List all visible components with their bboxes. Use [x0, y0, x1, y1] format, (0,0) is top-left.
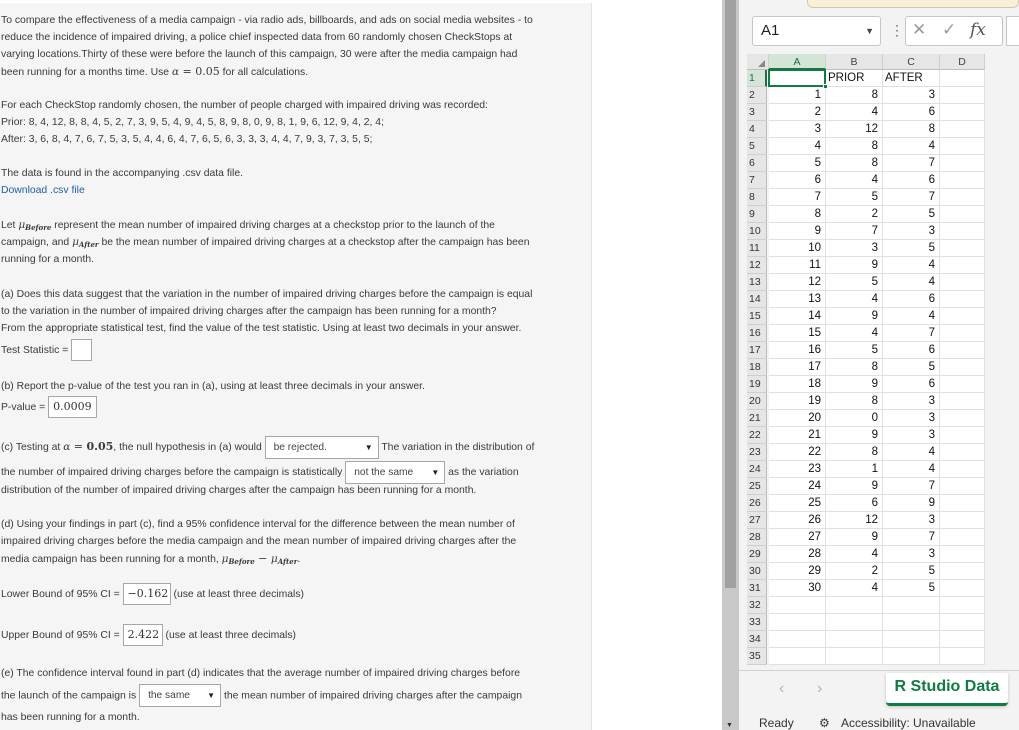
cell-b14[interactable]: 4	[826, 291, 883, 308]
cell-b2[interactable]: 8	[826, 87, 883, 104]
cell-b3[interactable]: 4	[826, 104, 883, 121]
data-paragraph	[1, 97, 586, 148]
scroll-down-arrow-icon[interactable]: ▼	[726, 722, 733, 729]
cell-a12[interactable]: 11	[769, 257, 826, 274]
cell-a35[interactable]	[769, 648, 826, 665]
cell-c23[interactable]: 4	[883, 444, 940, 461]
formula-bar-options-icon[interactable]: ⋮	[890, 22, 904, 38]
status-bar	[739, 712, 1019, 730]
cell-b16[interactable]: 4	[826, 325, 883, 342]
row-header-24[interactable]: 24	[747, 461, 767, 478]
spreadsheet-window	[739, 0, 1019, 730]
chevron-down-icon: ▼	[431, 467, 440, 477]
cell-c29[interactable]: 3	[883, 546, 940, 563]
upper-bound-note: (use at least three decimals)	[165, 629, 297, 641]
part-c-line	[1, 434, 586, 460]
cell-b13[interactable]: 5	[826, 274, 883, 291]
cell-a7[interactable]: 6	[769, 172, 826, 189]
cell-c16[interactable]: 7	[883, 325, 940, 342]
cell-a14[interactable]: 13	[769, 291, 826, 308]
mu-symbol: μ	[18, 219, 26, 231]
variation-comparison-value: not the same	[354, 466, 414, 478]
cell-a24[interactable]: 23	[769, 461, 826, 478]
cell-d14[interactable]	[940, 291, 985, 308]
vertical-scrollbar[interactable]	[722, 0, 739, 730]
cell-b7[interactable]: 4	[826, 172, 883, 189]
sheet-tab-bar	[739, 670, 1019, 710]
row-header-18[interactable]: 18	[747, 359, 767, 376]
test-statistic-input[interactable]	[71, 339, 92, 361]
row-header-9[interactable]: 9	[747, 206, 767, 223]
cell-a13[interactable]: 12	[769, 274, 826, 291]
cell-a25[interactable]: 24	[769, 478, 826, 495]
row-header-13[interactable]: 13	[747, 274, 767, 291]
cell-a3[interactable]: 2	[769, 104, 826, 121]
pvalue-input[interactable]: 0.0009	[48, 396, 97, 418]
part-a-line: (a) Does this data suggest that the variation in the number of impaired driving charges before the campaign is equal	[1, 289, 533, 300]
row-header-7[interactable]: 7	[747, 172, 767, 189]
row-header-6[interactable]: 6	[747, 155, 767, 172]
part-e-text: the mean number of impaired driving charges after the campaign	[223, 690, 522, 702]
cell-a21[interactable]: 20	[769, 410, 826, 427]
cell-a18[interactable]: 17	[769, 359, 826, 376]
definition-text: represent the mean number of impaired driving charges at a checkstop prior to the launch of the	[51, 220, 495, 231]
cell-b34[interactable]	[826, 631, 883, 648]
cell-d20[interactable]	[940, 393, 985, 410]
row-header-23[interactable]: 23	[747, 444, 767, 461]
row-header-1[interactable]: 1	[747, 70, 767, 87]
cell-a26[interactable]: 25	[769, 495, 826, 512]
cell-d27[interactable]	[940, 512, 985, 529]
cell-c25[interactable]: 7	[883, 478, 940, 495]
cell-c24[interactable]: 4	[883, 461, 940, 478]
row-header-12[interactable]: 12	[747, 257, 767, 274]
row-header-19[interactable]: 19	[747, 376, 767, 393]
cell-d9[interactable]	[940, 206, 985, 223]
cell-b8[interactable]: 5	[826, 189, 883, 206]
pvalue-row	[1, 396, 586, 419]
part-c-text: (c) Testing at	[1, 442, 64, 453]
prior-data-line: Prior: 8, 4, 12, 8, 8, 4, 5, 2, 7, 3, 9, 5, 4, 9, 4, 5, 8, 9, 8, 0, 9, 8, 1, 9, 6, 12, 9, 4, 2, 4;	[1, 117, 384, 128]
row-header-30[interactable]: 30	[747, 563, 767, 580]
lower-bound-input[interactable]: −0.162	[123, 583, 171, 605]
cell-c13[interactable]: 4	[883, 274, 940, 291]
name-box[interactable]	[752, 16, 881, 46]
status-ready: Ready	[759, 716, 794, 730]
row-header-4[interactable]: 4	[747, 121, 767, 138]
cell-c17[interactable]: 6	[883, 342, 940, 359]
cell-d30[interactable]	[940, 563, 985, 580]
intro-line	[1, 63, 586, 81]
equals-sign: =	[70, 440, 87, 453]
definitions-paragraph	[1, 217, 586, 268]
data-heading: For each CheckStop randomly chosen, the number of people charged with impaired driving was recorded:	[1, 100, 488, 111]
ci-conclusion-value: the same	[148, 690, 190, 701]
next-sheet-icon[interactable]: ›	[817, 680, 823, 697]
intro-line: reduce the incidence of impaired driving, a police chief inspected data from 60 randomly chosen CheckStops at	[1, 32, 513, 43]
reject-decision-value: be rejected.	[273, 441, 327, 453]
lower-bound-label: Lower Bound of 95% CI =	[1, 588, 123, 600]
cell-a34[interactable]	[769, 631, 826, 648]
cell-b28[interactable]: 9	[826, 529, 883, 546]
cell-d4[interactable]	[940, 121, 985, 138]
problem-panel	[0, 3, 592, 730]
part-e	[1, 663, 586, 728]
cell-d17[interactable]	[940, 342, 985, 359]
cell-c2[interactable]: 3	[883, 87, 940, 104]
cell-b27[interactable]: 12	[826, 512, 883, 529]
mu-symbol: μ	[221, 553, 229, 565]
cell-d25[interactable]	[940, 478, 985, 495]
cell-a4[interactable]: 3	[769, 121, 826, 138]
row-header-5[interactable]: 5	[747, 138, 767, 155]
ci-conclusion-select[interactable]	[139, 684, 221, 707]
cell-d24[interactable]	[940, 461, 985, 478]
reject-decision-select[interactable]	[265, 436, 379, 459]
part-d	[1, 516, 586, 568]
cell-d6[interactable]	[940, 155, 985, 172]
subscript-before: Before	[228, 557, 255, 566]
cell-b24[interactable]: 1	[826, 461, 883, 478]
part-c-line: distribution of the number of impaired driving charges after the campaign has been running for a month.	[1, 485, 477, 496]
row-header-32[interactable]: 32	[747, 597, 767, 614]
pvalue-label: P-value =	[1, 401, 49, 413]
definition-line: running for a month.	[1, 254, 94, 265]
upper-bound-label: Upper Bound of 95% CI =	[1, 629, 123, 641]
part-d-text: media campaign has been running for a month,	[1, 554, 222, 565]
file-paragraph	[1, 165, 586, 199]
cell-d13[interactable]	[940, 274, 985, 291]
row-header-31[interactable]: 31	[747, 580, 767, 597]
cell-c6[interactable]: 7	[883, 155, 940, 172]
cell-b19[interactable]: 9	[826, 376, 883, 393]
definition-text: Let	[1, 220, 19, 231]
part-c-text: as the variation	[448, 467, 519, 478]
part-e-line: has been running for a month.	[1, 712, 140, 723]
cell-c27[interactable]: 3	[883, 512, 940, 529]
after-data-line: After: 3, 6, 8, 4, 7, 6, 7, 5, 3, 5, 4, 4, 6, 4, 7, 6, 5, 6, 3, 3, 3, 4, 4, 7, 9, 3, 7, 3, 5, 5;	[1, 134, 373, 145]
cell-a17[interactable]: 16	[769, 342, 826, 359]
cell-d1[interactable]	[940, 70, 985, 87]
cell-d10[interactable]	[940, 223, 985, 240]
cell-b29[interactable]: 4	[826, 546, 883, 563]
row-header-15[interactable]: 15	[747, 308, 767, 325]
cell-a20[interactable]: 19	[769, 393, 826, 410]
cell-b11[interactable]: 3	[826, 240, 883, 257]
cell-c11[interactable]: 5	[883, 240, 940, 257]
cell-d35[interactable]	[940, 648, 985, 665]
cell-d26[interactable]	[940, 495, 985, 512]
lower-bound-row	[1, 583, 586, 606]
alpha-symbol: α	[171, 66, 180, 78]
cell-d3[interactable]	[940, 104, 985, 121]
cell-d28[interactable]	[940, 529, 985, 546]
subscript-after: After	[277, 557, 298, 566]
mu-symbol: μ	[72, 236, 79, 248]
test-statistic-row	[1, 339, 586, 362]
cell-c20[interactable]: 3	[883, 393, 940, 410]
cell-b33[interactable]	[826, 614, 883, 631]
part-c-end	[1, 482, 586, 499]
row-header-10[interactable]: 10	[747, 223, 767, 240]
fill-handle[interactable]	[823, 84, 828, 89]
cell-a2[interactable]: 1	[769, 87, 826, 104]
cell-d34[interactable]	[940, 631, 985, 648]
cell-b6[interactable]: 8	[826, 155, 883, 172]
cell-c12[interactable]: 4	[883, 257, 940, 274]
download-csv-link[interactable]: Download .csv file	[1, 185, 85, 196]
cell-b12[interactable]: 9	[826, 257, 883, 274]
cell-b15[interactable]: 9	[826, 308, 883, 325]
definition-line	[1, 217, 586, 234]
row-header-14[interactable]: 14	[747, 291, 767, 308]
cell-d33[interactable]	[940, 614, 985, 631]
part-c-text: , the null hypothesis in (a) would	[113, 442, 262, 453]
period: .	[297, 554, 301, 565]
cancel-icon[interactable]: ✕	[912, 20, 927, 39]
chevron-down-icon: ▼	[364, 442, 373, 452]
subscript-before: Before	[25, 223, 52, 232]
mu-symbol: μ	[270, 553, 278, 565]
file-note: The data is found in the accompanying .csv data file.	[1, 168, 244, 179]
cell-c3[interactable]: 6	[883, 104, 940, 121]
row-header-21[interactable]: 21	[747, 410, 767, 427]
part-b-line: (b) Report the p-value of the test you ran in (a), using at least three decimals in your answer.	[1, 381, 425, 392]
part-a	[1, 286, 586, 337]
formula-input[interactable]	[1006, 16, 1019, 46]
alpha-value: 0.05	[195, 65, 220, 78]
definition-text: be the mean number of impaired driving charges at a checkstop after the campaign has been	[98, 237, 530, 248]
column-header-d[interactable]: D	[940, 54, 985, 70]
part-a-line: From the appropriate statistical test, find the value of the test statistic. Using at least two decimals in your answer.	[1, 323, 522, 334]
definition-text: campaign, and	[1, 237, 73, 248]
chevron-down-icon: ▼	[207, 691, 216, 700]
minus-sign: −	[254, 552, 271, 565]
cell-b5[interactable]: 8	[826, 138, 883, 155]
lower-bound-note: (use at least three decimals)	[173, 588, 305, 600]
part-c-text: The variation in the distribution of	[381, 442, 535, 453]
cell-c7[interactable]: 6	[883, 172, 940, 189]
intro-paragraph	[1, 12, 586, 81]
cell-c32[interactable]	[883, 597, 940, 614]
cell-b26[interactable]: 6	[826, 495, 883, 512]
cell-d5[interactable]	[940, 138, 985, 155]
upper-bound-row	[1, 624, 586, 647]
status-accessibility: Accessibility: Unavailable	[841, 716, 976, 730]
part-c	[1, 434, 586, 485]
cell-d7[interactable]	[940, 172, 985, 189]
row-header-20[interactable]: 20	[747, 393, 767, 410]
part-d-line: (d) Using your findings in part (c), find a 95% confidence interval for the difference between the mean number of	[1, 519, 515, 530]
cell-d23[interactable]	[940, 444, 985, 461]
cell-a10[interactable]: 9	[769, 223, 826, 240]
row-header-27[interactable]: 27	[747, 512, 767, 529]
row-header-8[interactable]: 8	[747, 189, 767, 206]
cell-c19[interactable]: 6	[883, 376, 940, 393]
cell-c21[interactable]: 3	[883, 410, 940, 427]
cell-d31[interactable]	[940, 580, 985, 597]
cell-a6[interactable]: 5	[769, 155, 826, 172]
scrollbar-thumb[interactable]	[725, 0, 736, 588]
cell-c33[interactable]	[883, 614, 940, 631]
row-header-28[interactable]: 28	[747, 529, 767, 546]
intro-text: for all calculations.	[219, 67, 309, 78]
cell-c31[interactable]: 5	[883, 580, 940, 597]
cell-b30[interactable]: 2	[826, 563, 883, 580]
row-header-17[interactable]: 17	[747, 342, 767, 359]
cell-a5[interactable]: 4	[769, 138, 826, 155]
ribbon-edge	[807, 0, 1019, 8]
cell-d15[interactable]	[940, 308, 985, 325]
name-box-value: A1	[761, 22, 780, 39]
column-header-b[interactable]: B	[826, 54, 883, 70]
cell-d19[interactable]	[940, 376, 985, 393]
cell-d12[interactable]	[940, 257, 985, 274]
cell-d29[interactable]	[940, 546, 985, 563]
cell-c30[interactable]: 5	[883, 563, 940, 580]
cell-b25[interactable]: 9	[826, 478, 883, 495]
cell-c1[interactable]: AFTER	[883, 70, 940, 87]
cell-b17[interactable]: 5	[826, 342, 883, 359]
row-header-33[interactable]: 33	[747, 614, 767, 631]
cell-a19[interactable]: 18	[769, 376, 826, 393]
subscript-after: After	[78, 240, 99, 249]
cell-d8[interactable]	[940, 189, 985, 206]
cell-a11[interactable]: 10	[769, 240, 826, 257]
cell-c34[interactable]	[883, 631, 940, 648]
cell-a23[interactable]: 22	[769, 444, 826, 461]
cell-b32[interactable]	[826, 597, 883, 614]
formula-buttons	[905, 16, 1003, 46]
cell-b23[interactable]: 8	[826, 444, 883, 461]
row-header-2[interactable]: 2	[747, 87, 767, 104]
accessibility-icon: ⚙	[819, 716, 830, 730]
cell-a31[interactable]: 30	[769, 580, 826, 597]
cell-a30[interactable]: 29	[769, 563, 826, 580]
cell-c15[interactable]: 4	[883, 308, 940, 325]
equals-sign: =	[179, 65, 196, 78]
column-header-c[interactable]: C	[883, 54, 940, 70]
cell-b22[interactable]: 9	[826, 427, 883, 444]
column-header-a[interactable]: A	[769, 54, 826, 70]
cell-c4[interactable]: 8	[883, 121, 940, 138]
cell-a29[interactable]: 28	[769, 546, 826, 563]
cell-c28[interactable]: 7	[883, 529, 940, 546]
row-header-22[interactable]: 22	[747, 427, 767, 444]
cell-d16[interactable]	[940, 325, 985, 342]
cell-c10[interactable]: 3	[883, 223, 940, 240]
cell-d22[interactable]	[940, 427, 985, 444]
part-b	[1, 378, 586, 395]
cell-c14[interactable]: 6	[883, 291, 940, 308]
cell-a15[interactable]: 14	[769, 308, 826, 325]
part-e-text: the launch of the campaign is	[1, 690, 137, 702]
insert-function-icon[interactable]: fx	[970, 20, 986, 40]
cell-c22[interactable]: 3	[883, 427, 940, 444]
cell-d21[interactable]	[940, 410, 985, 427]
cell-c26[interactable]: 9	[883, 495, 940, 512]
row-header-34[interactable]: 34	[747, 631, 767, 648]
upper-bound-input[interactable]: 2.422	[123, 624, 163, 646]
cell-b35[interactable]	[826, 648, 883, 665]
cell-b18[interactable]: 8	[826, 359, 883, 376]
enter-icon[interactable]: ✓	[942, 20, 957, 39]
cell-d32[interactable]	[940, 597, 985, 614]
cell-c8[interactable]: 7	[883, 189, 940, 206]
intro-text: been running for a months time. Use	[1, 67, 172, 78]
cell-d2[interactable]	[940, 87, 985, 104]
cell-a22[interactable]: 21	[769, 427, 826, 444]
test-statistic-label: Test Statistic =	[1, 344, 72, 356]
part-c-text: the number of impaired driving charges before the campaign is statistically	[1, 467, 343, 478]
cell-b4[interactable]: 12	[826, 121, 883, 138]
row-header-3[interactable]: 3	[747, 104, 767, 121]
cell-a32[interactable]	[769, 597, 826, 614]
cell-b20[interactable]: 8	[826, 393, 883, 410]
cell-b1[interactable]: PRIOR	[826, 70, 883, 87]
part-e-line: (e) The confidence interval found in part (d) indicates that the average number of impaired driving charges before	[1, 668, 521, 679]
previous-sheet-icon[interactable]: ‹	[779, 680, 785, 697]
row-header-16[interactable]: 16	[747, 325, 767, 342]
row-header-26[interactable]: 26	[747, 495, 767, 512]
cell-c18[interactable]: 5	[883, 359, 940, 376]
variation-comparison-select[interactable]	[345, 461, 445, 484]
cell-d11[interactable]	[940, 240, 985, 257]
cell-b9[interactable]: 2	[826, 206, 883, 223]
chevron-down-icon[interactable]: ▼	[865, 26, 874, 36]
definition-line	[1, 234, 586, 251]
cell-d18[interactable]	[940, 359, 985, 376]
part-a-line: to the variation in the number of impaired driving charges after the campaign has been running for a month?	[1, 306, 497, 317]
row-header-25[interactable]: 25	[747, 478, 767, 495]
select-all-corner[interactable]	[747, 54, 769, 70]
cell-b21[interactable]: 0	[826, 410, 883, 427]
cell-a28[interactable]: 27	[769, 529, 826, 546]
alpha-value: 0.05	[86, 440, 114, 453]
part-d-line	[1, 550, 586, 568]
alpha-symbol: α	[63, 441, 71, 453]
row-header-29[interactable]: 29	[747, 546, 767, 563]
cell-a33[interactable]	[769, 614, 826, 631]
cell-c5[interactable]: 4	[883, 138, 940, 155]
cell-a9[interactable]: 8	[769, 206, 826, 223]
cell-c35[interactable]	[883, 648, 940, 665]
row-header-11[interactable]: 11	[747, 240, 767, 257]
cell-c9[interactable]: 5	[883, 206, 940, 223]
cell-b10[interactable]: 7	[826, 223, 883, 240]
cell-a16[interactable]: 15	[769, 325, 826, 342]
cell-a1[interactable]	[769, 70, 826, 87]
cell-a8[interactable]: 7	[769, 189, 826, 206]
cell-a27[interactable]: 26	[769, 512, 826, 529]
intro-line: varying locations.Thirty of these were before the launch of this campaign, 30 were after the media campaign had	[1, 49, 518, 60]
row-header-35[interactable]: 35	[747, 648, 767, 665]
intro-line: To compare the effectiveness of a media campaign - via radio ads, billboards, and ads on social media websites - to	[1, 15, 533, 26]
part-d-line: impaired driving charges before the media campaign and the mean number of impaired driving charges after the	[1, 536, 517, 547]
sheet-tab-r-studio-data[interactable]: R Studio Data	[886, 673, 1008, 706]
cell-b31[interactable]: 4	[826, 580, 883, 597]
part-e-line	[1, 684, 586, 707]
